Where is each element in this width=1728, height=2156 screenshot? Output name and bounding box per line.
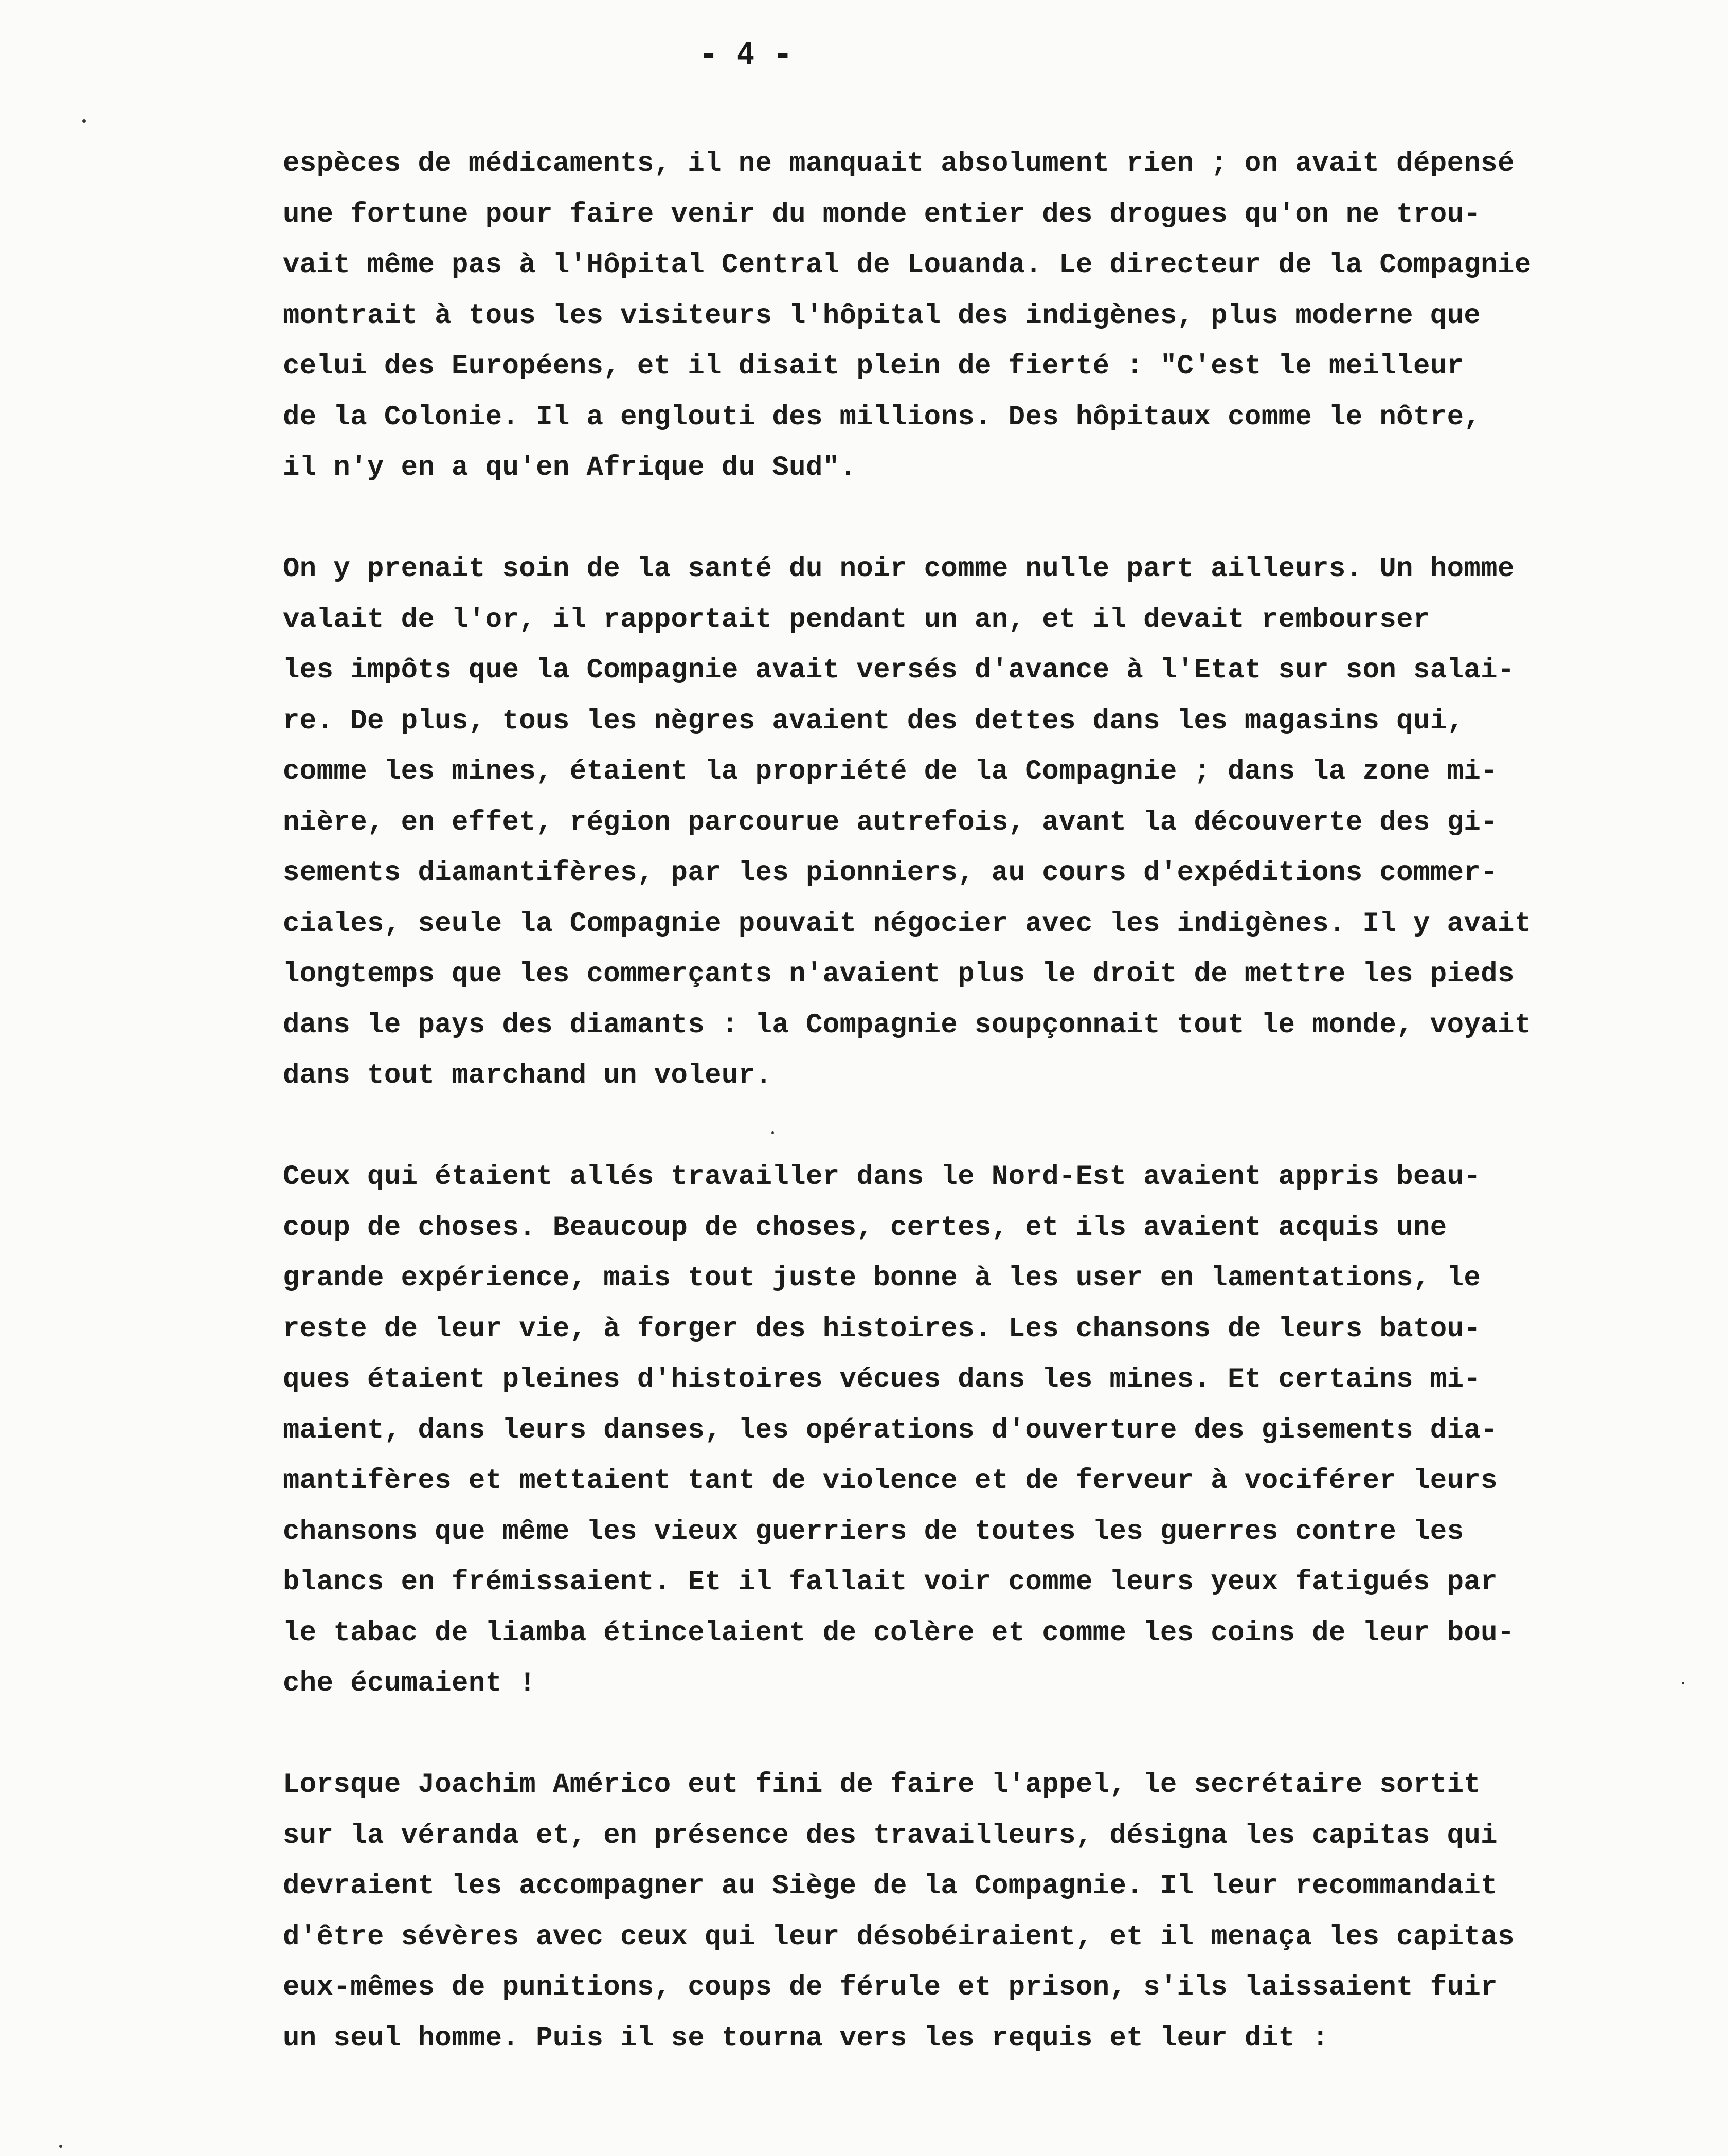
text-line: une fortune pour faire venir du monde entier des drogues qu'on ne trou- [283,199,1481,230]
text-line: eux-mêmes de punitions, coups de férule et prison, s'ils laissaient fuir [283,1972,1498,2003]
text-line: maient, dans leurs danses, les opérations d'ouverture des gisements dia- [283,1414,1498,1446]
text-line: devraient les accompagner au Siège de la Compagnie. Il leur recommandait [283,1871,1498,1902]
text-line: blancs en frémissaient. Et il fallait voir comme leurs yeux fatigués par [283,1567,1498,1598]
ink-speck [82,119,86,123]
text-line: le tabac de liamba étincelaient de colère et comme les coins de leur bou- [283,1617,1515,1649]
text-line: dans tout marchand un voleur. [283,1060,772,1091]
text-line: dans le pays des diamants : la Compagnie soupçonnait tout le monde, voyait [283,1009,1532,1041]
text-line: ciales, seule la Compagnie pouvait négocier avec les indigènes. Il y avait [283,908,1532,940]
text-line: sements diamantifères, par les pionniers, au cours d'expéditions commer- [283,857,1498,889]
paragraph [283,1152,1702,1710]
paragraph [283,544,1702,1102]
text-line: un seul homme. Puis il se tourna vers les requis et leur dit : [283,2022,1329,2054]
text-line: espèces de médicaments, il ne manquait absolument rien ; on avait dépensé [283,148,1515,179]
text-line: les impôts que la Compagnie avait versés d'avance à l'Etat sur son salai- [283,655,1515,686]
text-line: reste de leur vie, à forger des histoires. Les chansons de leurs batou- [283,1313,1481,1345]
text-line: re. De plus, tous les nègres avaient des dettes dans les magasins qui, [283,705,1464,737]
text-line: On y prenait soin de la santé du noir comme nulle part ailleurs. Un homme [283,553,1515,585]
text-line: che écumaient ! [283,1668,536,1699]
body-text [283,139,1702,2115]
text-line: d'être sévères avec ceux qui leur désobéiraient, et il menaça les capitas [283,1921,1515,1953]
text-line: ques étaient pleines d'histoires vécues dans les mines. Et certains mi- [283,1364,1481,1395]
ink-speck [59,2145,62,2148]
paragraph [283,1760,1702,2064]
paragraph [283,139,1702,494]
text-line: montrait à tous les visiteurs l'hôpital des indigènes, plus moderne que [283,300,1481,332]
text-line: il n'y en a qu'en Afrique du Sud". [283,452,857,483]
text-line: comme les mines, étaient la propriété de la Compagnie ; dans la zone mi- [283,756,1498,787]
text-line: vait même pas à l'Hôpital Central de Louanda. Le directeur de la Compagnie [283,249,1532,281]
text-line: coup de choses. Beaucoup de choses, certes, et ils avaient acquis une [283,1212,1447,1244]
text-line: nière, en effet, région parcourue autrefois, avant la découverte des gi- [283,806,1498,838]
text-line: grande expérience, mais tout juste bonne à les user en lamentations, le [283,1263,1481,1294]
text-line: Lorsque Joachim Américo eut fini de faire l'appel, le secrétaire sortit [283,1769,1481,1801]
text-line: celui des Européens, et il disait plein de fierté : "C'est le meilleur [283,351,1464,382]
text-line: valait de l'or, il rapportait pendant un an, et il devait rembourser [283,604,1430,636]
text-line: sur la véranda et, en présence des travailleurs, désigna les capitas qui [283,1820,1498,1852]
page-number: - 4 - [699,36,793,72]
text-line: chansons que même les vieux guerriers de toutes les guerres contre les [283,1516,1464,1548]
text-line: mantifères et mettaient tant de violence et de ferveur à vociférer leurs [283,1465,1498,1497]
text-line: longtemps que les commerçants n'avaient plus le droit de mettre les pieds [283,959,1515,990]
text-line: Ceux qui étaient allés travailler dans le Nord-Est avaient appris beau- [283,1161,1481,1193]
text-line: de la Colonie. Il a englouti des millions. Des hôpitaux comme le nôtre, [283,401,1481,433]
